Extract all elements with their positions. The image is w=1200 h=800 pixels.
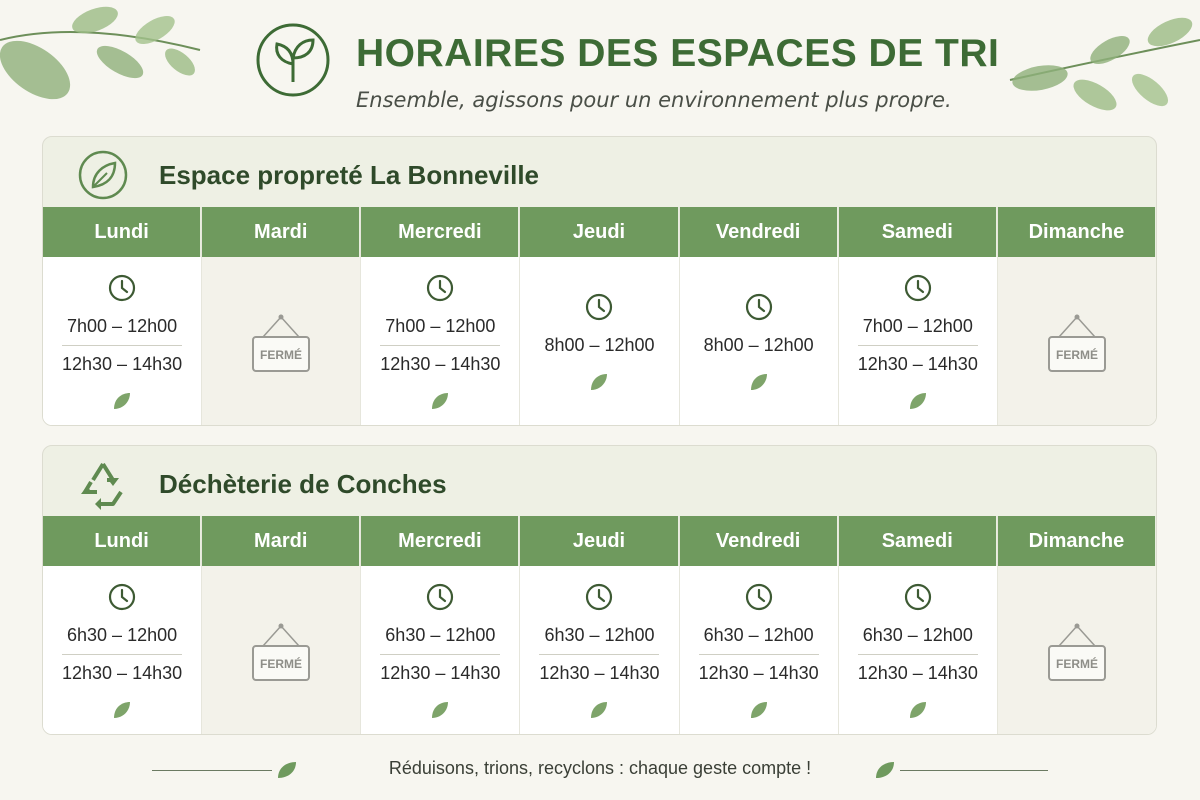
- clock-icon: [585, 583, 613, 611]
- clock-icon: [585, 293, 613, 321]
- slot-divider: [62, 345, 182, 346]
- day-column: [839, 516, 998, 735]
- slot-divider: [858, 345, 978, 346]
- day-header: Lundi: [43, 516, 201, 566]
- time-slot: 7h00 – 12h00: [862, 315, 973, 336]
- time-slot: 12h30 – 14h30: [857, 662, 978, 683]
- day-column: [680, 516, 839, 735]
- clock-icon: [108, 274, 136, 302]
- day-header: Mardi: [202, 207, 360, 257]
- schedule-card: [42, 136, 1157, 426]
- clock-icon: [745, 583, 773, 611]
- clock-icon: [904, 583, 932, 611]
- day-header: Lundi: [43, 207, 201, 257]
- closed-sign-icon: [1045, 307, 1109, 377]
- leaf-circle-icon: [77, 149, 129, 201]
- time-slot: 8h00 – 12h00: [703, 334, 814, 355]
- time-slot: 12h30 – 14h30: [380, 353, 501, 374]
- footer-line-right: [900, 770, 1048, 771]
- day-column: [361, 516, 520, 735]
- clock-icon: [904, 274, 932, 302]
- page-header: [0, 18, 1200, 128]
- slot-divider: [62, 654, 182, 655]
- time-slot: 12h30 – 14h30: [539, 662, 660, 683]
- time-slot: 12h30 – 14h30: [698, 662, 819, 683]
- day-body: [43, 257, 201, 426]
- time-slot: 12h30 – 14h30: [857, 353, 978, 374]
- day-header: Mardi: [202, 516, 360, 566]
- leaf-icon: [430, 700, 450, 720]
- card-title: Espace propreté La Bonneville: [159, 160, 540, 190]
- leaf-icon: [589, 372, 609, 392]
- day-header: Samedi: [839, 516, 997, 566]
- day-header: Vendredi: [680, 516, 838, 566]
- time-slot: 6h30 – 12h00: [862, 624, 973, 645]
- leaf-icon: [908, 700, 928, 720]
- day-body: [998, 566, 1156, 735]
- time-slot: 7h00 – 12h00: [385, 315, 496, 336]
- day-body: [202, 566, 360, 735]
- day-body: [680, 257, 838, 426]
- day-column: [43, 207, 202, 426]
- day-column: [361, 207, 520, 426]
- day-header: Mercredi: [361, 516, 519, 566]
- closed-sign-icon: [249, 307, 313, 377]
- time-slot: 6h30 – 12h00: [385, 624, 496, 645]
- card-title: Déchèterie de Conches: [159, 469, 447, 499]
- day-header: Dimanche: [998, 516, 1156, 566]
- card-header: [43, 137, 1156, 207]
- clock-icon: [426, 583, 454, 611]
- day-column: [202, 207, 361, 426]
- day-body: [43, 566, 201, 735]
- day-header: Dimanche: [998, 207, 1156, 257]
- day-header: Jeudi: [520, 207, 678, 257]
- leaf-icon: [874, 760, 896, 780]
- day-body: [839, 257, 997, 426]
- schedule-grid: [43, 207, 1156, 426]
- day-body: [998, 257, 1156, 426]
- day-body: [361, 257, 519, 426]
- time-slot: 7h00 – 12h00: [67, 315, 178, 336]
- day-header: Mercredi: [361, 207, 519, 257]
- leaf-icon: [112, 391, 132, 411]
- footer-slogan: Réduisons, trions, recyclons : chaque geste compte !: [388, 758, 812, 778]
- closed-sign-icon: [1045, 616, 1109, 686]
- day-header: Vendredi: [680, 207, 838, 257]
- leaf-icon: [749, 372, 769, 392]
- day-column: [43, 516, 202, 735]
- slot-divider: [699, 654, 819, 655]
- day-header: Jeudi: [520, 516, 678, 566]
- sprout-logo-icon: [255, 22, 331, 98]
- day-body: [680, 566, 838, 735]
- day-column: [520, 207, 679, 426]
- time-slot: 12h30 – 14h30: [62, 662, 183, 683]
- day-body: [202, 257, 360, 426]
- schedule-card: [42, 445, 1157, 735]
- day-body: [520, 257, 678, 426]
- time-slot: 6h30 – 12h00: [703, 624, 814, 645]
- slot-divider: [858, 654, 978, 655]
- day-column: [839, 207, 998, 426]
- time-slot: 12h30 – 14h30: [380, 662, 501, 683]
- time-slot: 6h30 – 12h00: [67, 624, 178, 645]
- leaf-icon: [112, 700, 132, 720]
- card-header: [43, 446, 1156, 516]
- day-column: [680, 207, 839, 426]
- day-column: [998, 207, 1156, 426]
- time-slot: 12h30 – 14h30: [62, 353, 183, 374]
- time-slot: 8h00 – 12h00: [544, 334, 655, 355]
- closed-label: FERMÉ: [1055, 657, 1098, 671]
- page-title: HORAIRES DES ESPACES DE TRI: [356, 32, 1000, 75]
- slot-divider: [380, 345, 500, 346]
- closed-label: FERMÉ: [260, 348, 303, 362]
- clock-icon: [108, 583, 136, 611]
- clock-icon: [745, 293, 773, 321]
- day-column: [520, 516, 679, 735]
- footer: [0, 750, 1200, 790]
- leaf-icon: [749, 700, 769, 720]
- slot-divider: [380, 654, 500, 655]
- day-body: [361, 566, 519, 735]
- day-column: [998, 516, 1156, 735]
- closed-label: FERMÉ: [1055, 348, 1098, 362]
- schedule-grid: [43, 516, 1156, 735]
- page-subtitle: Ensemble, agissons pour un environnement plus propre.: [356, 88, 952, 112]
- leaf-icon: [908, 391, 928, 411]
- day-body: [520, 566, 678, 735]
- day-header: Samedi: [839, 207, 997, 257]
- closed-sign-icon: [249, 616, 313, 686]
- leaf-icon: [430, 391, 450, 411]
- slot-divider: [539, 654, 659, 655]
- clock-icon: [426, 274, 454, 302]
- closed-label: FERMÉ: [260, 657, 303, 671]
- day-column: [202, 516, 361, 735]
- time-slot: 6h30 – 12h00: [544, 624, 655, 645]
- day-body: [839, 566, 997, 735]
- recycle-icon: [77, 458, 129, 510]
- leaf-icon: [589, 700, 609, 720]
